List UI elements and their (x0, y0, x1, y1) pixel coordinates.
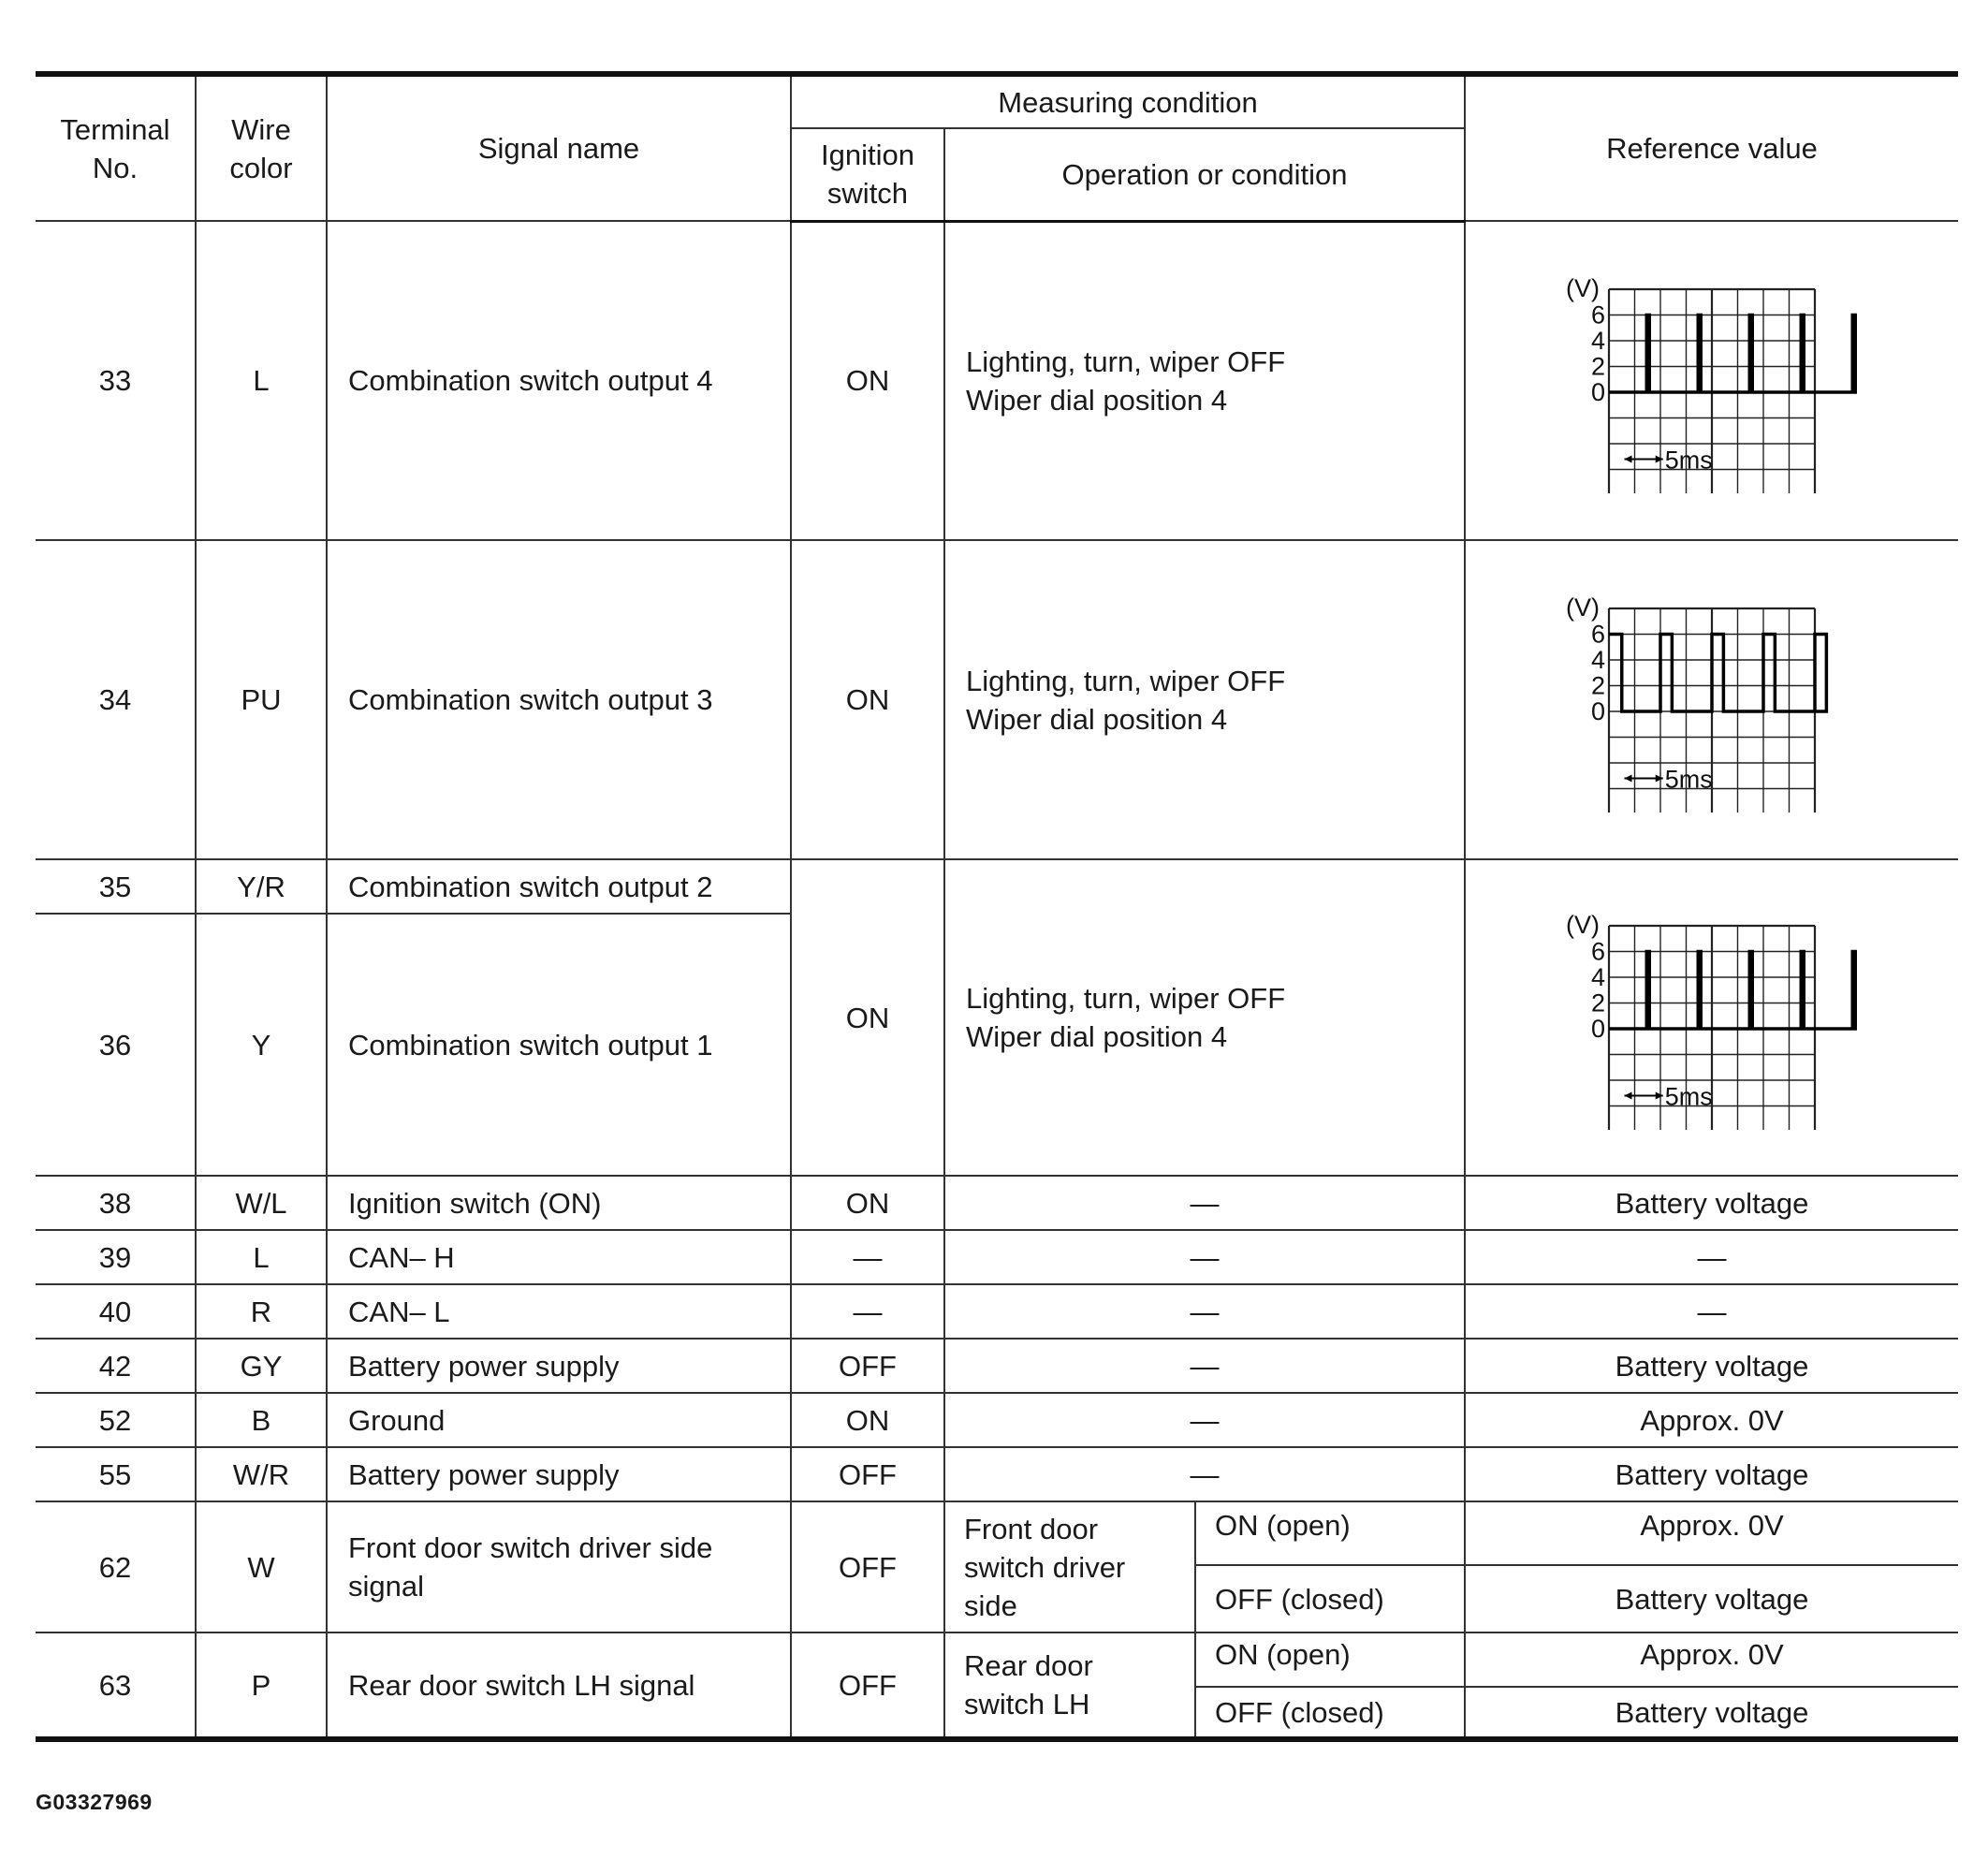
reference-value: Approx. 0V (1465, 1393, 1958, 1447)
header-reference-value: Reference value (1465, 74, 1958, 221)
reference-value: Battery voltage (1465, 1339, 1958, 1393)
wire-color: GY (196, 1339, 327, 1393)
ignition-state: OFF (791, 1501, 944, 1632)
ignition-state: ON (791, 1176, 944, 1230)
arrow-head (1625, 455, 1632, 462)
header-operation-or-condition: Operation or condition (944, 128, 1465, 221)
operation-condition: Lighting, turn, wiper OFF Wiper dial position 4 (944, 859, 1465, 1176)
header-wire-color: Wire color (196, 74, 327, 221)
signal-name: CAN– L (327, 1284, 791, 1339)
operation-condition: Lighting, turn, wiper OFF Wiper dial position 4 (944, 540, 1465, 859)
terminal-reference-table (36, 71, 1958, 1742)
operation-condition: — (944, 1230, 1465, 1284)
waveform-trace (1609, 315, 1855, 392)
waveform-chart (1553, 269, 1871, 493)
table-row (36, 1339, 1958, 1393)
table-row (36, 540, 1958, 859)
ignition-state: OFF (791, 1632, 944, 1739)
terminal-number: 62 (36, 1501, 196, 1632)
arrow-head (1656, 1092, 1663, 1100)
reference-value: — (1465, 1284, 1958, 1339)
signal-name: Ground (327, 1393, 791, 1447)
ignition-state: OFF (791, 1339, 944, 1393)
header-ignition-switch: Ignition switch (791, 128, 944, 221)
waveform-y-tick: 6 (1591, 620, 1606, 648)
waveform-y-tick: 4 (1591, 963, 1606, 991)
table-row (36, 1501, 1958, 1565)
operation-condition: Lighting, turn, wiper OFF Wiper dial position 4 (944, 221, 1465, 540)
reference-value: Approx. 0V (1465, 1501, 1958, 1565)
operation-condition: — (944, 1393, 1465, 1447)
terminal-number: 55 (36, 1447, 196, 1501)
arrow-head (1625, 1092, 1632, 1100)
terminal-number: 35 (36, 859, 196, 914)
wire-color: L (196, 1230, 327, 1284)
terminal-number: 39 (36, 1230, 196, 1284)
wire-color: B (196, 1393, 327, 1447)
terminal-number: 52 (36, 1393, 196, 1447)
arrow-head (1656, 774, 1663, 782)
waveform-y-tick: 0 (1591, 377, 1606, 406)
header-measuring-condition: Measuring condition (791, 74, 1465, 128)
wire-color: R (196, 1284, 327, 1339)
signal-name: Battery power supply (327, 1447, 791, 1501)
wire-color: Y/R (196, 859, 327, 914)
reference-value: Battery voltage (1465, 1447, 1958, 1501)
switch-state-open: ON (open) (1195, 1632, 1465, 1687)
signal-name: Combination switch output 3 (327, 540, 791, 859)
waveform-reference (1465, 221, 1958, 540)
ignition-state: ON (791, 1393, 944, 1447)
signal-name: Ignition switch (ON) (327, 1176, 791, 1230)
operation-condition: — (944, 1176, 1465, 1230)
switch-state-closed: OFF (closed) (1195, 1687, 1465, 1739)
wire-color: L (196, 221, 327, 540)
table-row (36, 1393, 1958, 1447)
header-signal-name: Signal name (327, 74, 791, 221)
operation-condition: — (944, 1284, 1465, 1339)
signal-name: Combination switch output 2 (327, 859, 791, 914)
ignition-state: OFF (791, 1447, 944, 1501)
header-terminal-no: Terminal No. (36, 74, 196, 221)
signal-name: Front door switch driver side signal (327, 1501, 791, 1632)
operation-target: Rear door switch LH (944, 1632, 1195, 1739)
arrow-head (1656, 455, 1663, 462)
figure-code: G03327969 (36, 1790, 153, 1814)
terminal-number: 33 (36, 221, 196, 540)
waveform-trace (1609, 952, 1855, 1030)
waveform-chart (1553, 905, 1871, 1130)
time-scale-label: 5ms (1664, 765, 1713, 793)
signal-name: Battery power supply (327, 1339, 791, 1393)
terminal-number: 36 (36, 914, 196, 1176)
terminal-number: 63 (36, 1632, 196, 1739)
terminal-number: 42 (36, 1339, 196, 1393)
operation-condition: — (944, 1339, 1465, 1393)
waveform-y-tick: 0 (1591, 1015, 1606, 1043)
waveform-trace (1609, 634, 1826, 711)
waveform-unit-label: (V) (1566, 593, 1601, 622)
waveform-y-tick: 2 (1591, 671, 1606, 699)
wire-color: W/R (196, 1447, 327, 1501)
time-scale-label: 5ms (1664, 1082, 1713, 1111)
ignition-state: — (791, 1284, 944, 1339)
wire-color: P (196, 1632, 327, 1739)
waveform-chart (1553, 588, 1871, 813)
table-row (36, 859, 1958, 914)
table-row (36, 221, 1958, 540)
reference-value: Approx. 0V (1465, 1632, 1958, 1687)
waveform-y-tick: 2 (1591, 988, 1606, 1018)
wire-color: PU (196, 540, 327, 859)
switch-state-open: ON (open) (1195, 1501, 1465, 1565)
waveform-reference (1465, 859, 1958, 1176)
table-row (36, 1284, 1958, 1339)
waveform-reference (1465, 540, 1958, 859)
wire-color: Y (196, 914, 327, 1176)
wire-color: W (196, 1501, 327, 1632)
table-row (36, 1176, 1958, 1230)
signal-name: Combination switch output 4 (327, 221, 791, 540)
operation-condition: — (944, 1447, 1465, 1501)
waveform-y-tick: 6 (1591, 300, 1606, 329)
signal-name: Combination switch output 1 (327, 914, 791, 1176)
ignition-state: ON (791, 221, 944, 540)
ignition-state: — (791, 1230, 944, 1284)
wire-color: W/L (196, 1176, 327, 1230)
time-scale-label: 5ms (1664, 446, 1713, 474)
waveform-y-tick: 6 (1591, 937, 1606, 966)
reference-value: Battery voltage (1465, 1687, 1958, 1739)
terminal-number: 38 (36, 1176, 196, 1230)
signal-name: Rear door switch LH signal (327, 1632, 791, 1739)
table-row (36, 1230, 1958, 1284)
operation-target: Front door switch driver side (944, 1501, 1195, 1632)
arrow-head (1625, 774, 1632, 782)
switch-state-closed: OFF (closed) (1195, 1565, 1465, 1632)
table-row (36, 1447, 1958, 1501)
waveform-y-tick: 0 (1591, 696, 1606, 725)
reference-value: Battery voltage (1465, 1565, 1958, 1632)
terminal-number: 34 (36, 540, 196, 859)
waveform-unit-label: (V) (1566, 911, 1601, 939)
ignition-state: ON (791, 859, 944, 1176)
terminal-number: 40 (36, 1284, 196, 1339)
ignition-state: ON (791, 540, 944, 859)
waveform-y-tick: 4 (1591, 645, 1606, 674)
reference-value: — (1465, 1230, 1958, 1284)
terminal-reference-table-container (36, 71, 1958, 1742)
waveform-y-tick: 2 (1591, 352, 1606, 380)
table-row (36, 1632, 1958, 1687)
waveform-y-tick: 4 (1591, 326, 1606, 355)
reference-value: Battery voltage (1465, 1176, 1958, 1230)
signal-name: CAN– H (327, 1230, 791, 1284)
waveform-unit-label: (V) (1566, 273, 1601, 302)
